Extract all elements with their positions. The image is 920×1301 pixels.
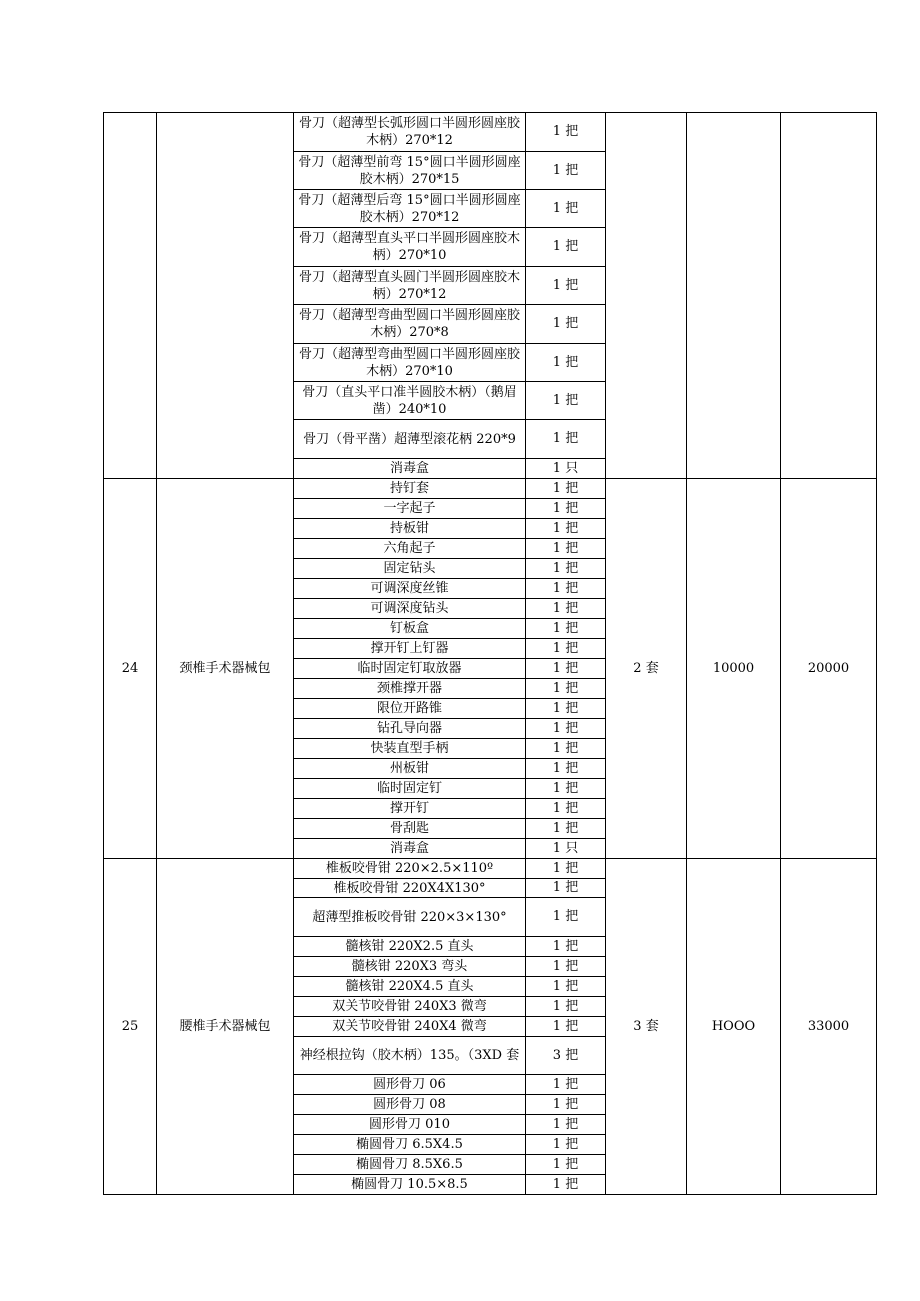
item-name-cell: 骨刀（超薄型前弯 15°圆口半圆形圆座胶木柄）270*15 <box>294 152 526 190</box>
item-name-cell: 髓核钳 220X4.5 直头 <box>294 977 526 997</box>
item-quantity-cell: 1 把 <box>526 699 606 719</box>
item-name-cell: 一字起子 <box>294 499 526 519</box>
set-count-cell: 2 套 <box>606 479 687 859</box>
item-quantity-cell: 1 把 <box>526 879 606 898</box>
item-name-cell: 椭圆骨刀 6.5X4.5 <box>294 1135 526 1155</box>
item-name-cell: 骨刀（超薄型长弧形圆口半圆形圆座胶木柄）270*12 <box>294 113 526 152</box>
package-name-cell: 颈椎手术器械包 <box>157 479 294 859</box>
item-quantity-cell: 1 把 <box>526 499 606 519</box>
table-row <box>104 113 877 152</box>
item-quantity-cell: 1 把 <box>526 113 606 152</box>
item-quantity-cell: 1 把 <box>526 152 606 190</box>
item-quantity-cell: 1 把 <box>526 1175 606 1195</box>
item-quantity-cell: 1 只 <box>526 839 606 859</box>
item-quantity-cell: 1 把 <box>526 679 606 699</box>
item-name-cell: 髓核钳 220X2.5 直头 <box>294 937 526 957</box>
item-quantity-cell: 1 把 <box>526 639 606 659</box>
item-quantity-cell: 1 把 <box>526 859 606 879</box>
item-quantity-cell: 1 把 <box>526 759 606 779</box>
item-name-cell: 固定钻头 <box>294 559 526 579</box>
item-name-cell: 可调深度丝锥 <box>294 579 526 599</box>
table-body <box>104 113 877 1195</box>
item-quantity-cell: 1 把 <box>526 779 606 799</box>
item-name-cell: 骨刀（超薄型直头平口半圆形圆座胶木柄）270*10 <box>294 228 526 267</box>
equipment-table <box>103 112 877 1195</box>
item-quantity-cell: 1 把 <box>526 1115 606 1135</box>
item-name-cell: 钉板盒 <box>294 619 526 639</box>
item-name-cell: 椭圆骨刀 8.5X6.5 <box>294 1155 526 1175</box>
package-name-cell <box>157 113 294 479</box>
total-price-cell <box>781 113 877 479</box>
item-quantity-cell: 1 把 <box>526 1017 606 1037</box>
set-count-cell: 3 套 <box>606 859 687 1195</box>
item-quantity-cell: 1 把 <box>526 1155 606 1175</box>
item-quantity-cell: 1 把 <box>526 190 606 228</box>
item-quantity-cell: 1 把 <box>526 1135 606 1155</box>
item-name-cell: 临时固定钉取放器 <box>294 659 526 679</box>
item-quantity-cell: 1 把 <box>526 344 606 382</box>
serial-number-cell: 25 <box>104 859 157 1195</box>
item-name-cell: 椎板咬骨钳 220X4X130° <box>294 879 526 898</box>
item-name-cell: 超薄型推板咬骨钳 220×3×130° <box>294 898 526 937</box>
item-name-cell: 圆形骨刀 08 <box>294 1095 526 1115</box>
item-name-cell: 骨刀（超薄型后弯 15°圆口半圆形圆座胶木柄）270*12 <box>294 190 526 228</box>
serial-number-cell: 24 <box>104 479 157 859</box>
total-price-cell: 20000 <box>781 479 877 859</box>
unit-price-cell: HOOO <box>687 859 781 1195</box>
set-count-cell <box>606 113 687 479</box>
item-name-cell: 圆形骨刀 06 <box>294 1075 526 1095</box>
item-name-cell: 撑开钉上钉器 <box>294 639 526 659</box>
item-quantity-cell: 1 把 <box>526 559 606 579</box>
unit-price-cell: 10000 <box>687 479 781 859</box>
item-quantity-cell: 1 把 <box>526 1075 606 1095</box>
item-quantity-cell: 1 把 <box>526 739 606 759</box>
item-name-cell: 双关节咬骨钳 240X4 微弯 <box>294 1017 526 1037</box>
item-quantity-cell: 1 把 <box>526 937 606 957</box>
item-name-cell: 限位开路锥 <box>294 699 526 719</box>
item-name-cell: 持钉套 <box>294 479 526 499</box>
item-quantity-cell: 1 把 <box>526 305 606 344</box>
item-quantity-cell: 1 把 <box>526 819 606 839</box>
item-quantity-cell: 1 把 <box>526 519 606 539</box>
item-quantity-cell: 1 把 <box>526 898 606 937</box>
item-quantity-cell: 1 把 <box>526 659 606 679</box>
item-quantity-cell: 1 把 <box>526 799 606 819</box>
item-name-cell: 可调深度钻头 <box>294 599 526 619</box>
item-quantity-cell: 1 把 <box>526 719 606 739</box>
item-quantity-cell: 1 把 <box>526 420 606 459</box>
item-name-cell: 骨刀（超薄型弯曲型圆口半圆形圆座胶木柄）270*8 <box>294 305 526 344</box>
total-price-cell: 33000 <box>781 859 877 1195</box>
serial-number-cell <box>104 113 157 479</box>
item-name-cell: 六角起子 <box>294 539 526 559</box>
item-quantity-cell: 1 把 <box>526 382 606 420</box>
item-name-cell: 快装直型手柄 <box>294 739 526 759</box>
item-name-cell: 消毒盒 <box>294 459 526 479</box>
unit-price-cell <box>687 113 781 479</box>
item-name-cell: 椭圆骨刀 10.5×8.5 <box>294 1175 526 1195</box>
item-name-cell: 持板钳 <box>294 519 526 539</box>
package-name-cell: 腰椎手术器械包 <box>157 859 294 1195</box>
item-name-cell: 圆形骨刀 010 <box>294 1115 526 1135</box>
item-name-cell: 骨刮匙 <box>294 819 526 839</box>
item-name-cell: 州板钳 <box>294 759 526 779</box>
item-quantity-cell: 3 把 <box>526 1037 606 1075</box>
item-name-cell: 颈椎撑开器 <box>294 679 526 699</box>
item-quantity-cell: 1 把 <box>526 997 606 1017</box>
item-name-cell: 骨刀（超薄型直头圆门半圆形圆座胶木柄）270*12 <box>294 267 526 305</box>
item-name-cell: 临时固定钉 <box>294 779 526 799</box>
item-name-cell: 骨刀（骨平凿）超薄型滚花柄 220*9 <box>294 420 526 459</box>
item-name-cell: 骨刀（超薄型弯曲型圆口半圆形圆座胶木柄）270*10 <box>294 344 526 382</box>
item-quantity-cell: 1 把 <box>526 479 606 499</box>
table-row <box>104 859 877 879</box>
item-name-cell: 消毒盒 <box>294 839 526 859</box>
item-quantity-cell: 1 把 <box>526 228 606 267</box>
item-name-cell: 撑开钉 <box>294 799 526 819</box>
item-name-cell: 骨刀（直头平口准半圆胶木柄）（鹅眉凿）240*10 <box>294 382 526 420</box>
item-quantity-cell: 1 只 <box>526 459 606 479</box>
item-name-cell: 双关节咬骨钳 240X3 微弯 <box>294 997 526 1017</box>
item-quantity-cell: 1 把 <box>526 957 606 977</box>
item-name-cell: 髓核钳 220X3 弯头 <box>294 957 526 977</box>
item-quantity-cell: 1 把 <box>526 539 606 559</box>
item-quantity-cell: 1 把 <box>526 1095 606 1115</box>
item-quantity-cell: 1 把 <box>526 619 606 639</box>
item-name-cell: 神经根拉钩（胶木柄）135。（3XD 套 <box>294 1037 526 1075</box>
item-name-cell: 钻孔导向器 <box>294 719 526 739</box>
item-quantity-cell: 1 把 <box>526 977 606 997</box>
item-quantity-cell: 1 把 <box>526 579 606 599</box>
item-quantity-cell: 1 把 <box>526 599 606 619</box>
table-row <box>104 479 877 499</box>
item-name-cell: 椎板咬骨钳 220×2.5×110º <box>294 859 526 879</box>
item-quantity-cell: 1 把 <box>526 267 606 305</box>
